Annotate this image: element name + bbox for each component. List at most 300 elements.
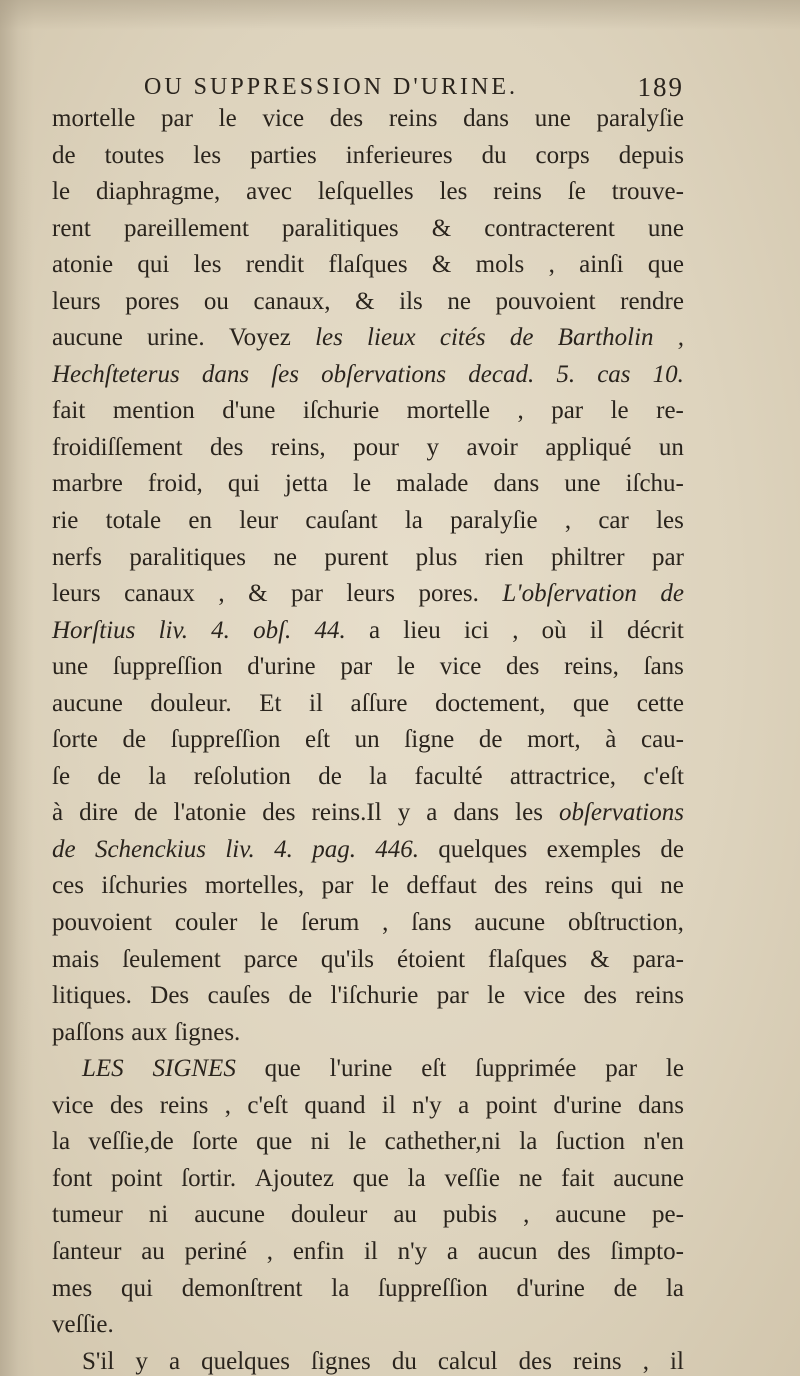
word: couler (174, 909, 238, 937)
word: reins (159, 1091, 209, 1119)
word: ſignes. (174, 1018, 241, 1046)
text-line (52, 357, 684, 394)
word: les (193, 141, 222, 169)
word: rendit (245, 251, 305, 279)
word: aucune (52, 689, 123, 717)
word: veſſie (444, 1164, 500, 1192)
word: calcul (437, 1347, 498, 1375)
word: Voyez (228, 324, 291, 352)
word: malade (396, 470, 469, 498)
word: à (52, 799, 64, 827)
word: mortelle (52, 105, 136, 132)
word: de (613, 1274, 638, 1302)
word: des (583, 982, 617, 1010)
word: pores. (418, 580, 479, 608)
italic-word: Horſtius (52, 616, 136, 644)
word: d'urine (516, 1274, 585, 1302)
word: des (329, 105, 364, 132)
word: des (210, 433, 244, 461)
word: les (656, 507, 684, 535)
word: paralyſie (596, 105, 684, 132)
italic-word: obſervations (321, 360, 447, 388)
word: nerfs (52, 543, 102, 571)
word: où (541, 616, 567, 644)
word: y (135, 1347, 148, 1375)
word: par (321, 872, 354, 900)
word: par (161, 105, 193, 132)
word: plus (415, 543, 458, 571)
word: ſanteur (52, 1237, 122, 1265)
text-line (52, 101, 684, 138)
word: parce (243, 945, 298, 973)
word: qui (121, 1274, 153, 1302)
word: les (193, 251, 222, 279)
word: pouvoient (495, 287, 596, 315)
text-line (52, 905, 684, 942)
word: mortelles, (204, 872, 305, 900)
text-line (52, 868, 684, 905)
word: faculté (414, 762, 483, 790)
italic-word: les (315, 324, 343, 352)
word: leurs (52, 287, 101, 315)
word: un (658, 433, 684, 461)
word: du (391, 1347, 417, 1375)
page-number: 189 (637, 72, 684, 102)
word: trouve- (611, 178, 684, 206)
italic-word: Schenckius (94, 835, 207, 863)
word: , (548, 251, 555, 279)
word: fait (52, 397, 86, 425)
word: il (381, 1091, 396, 1119)
body-text (52, 101, 684, 1376)
word: ni (148, 1201, 169, 1229)
word: vice (262, 105, 305, 132)
word: & (431, 251, 452, 279)
word: l'atonie (173, 799, 247, 827)
word: la (148, 762, 167, 790)
word: ces (52, 872, 84, 900)
word: cauſant (305, 507, 378, 535)
italic-word: 5. (556, 360, 576, 388)
text-line (52, 1234, 684, 1271)
word: iſchurie (302, 397, 380, 425)
word: paralyſie (450, 507, 538, 535)
text-line (52, 978, 684, 1015)
word: aucune (474, 909, 546, 937)
word: un (354, 726, 380, 754)
word: S'il (82, 1347, 115, 1375)
word: ne (660, 872, 684, 900)
text-line (52, 1088, 684, 1125)
word: n'y (397, 1237, 428, 1265)
word: lieu (403, 616, 441, 644)
word: leſquelles (317, 178, 414, 206)
word: & (590, 945, 610, 973)
word: par (605, 1055, 638, 1083)
word: ſorte (192, 1128, 238, 1156)
word: de (122, 726, 147, 754)
word: a (426, 799, 438, 827)
word: a (446, 1237, 459, 1265)
word: une (564, 470, 601, 498)
word: ni (310, 1128, 331, 1156)
word: reins (635, 982, 684, 1010)
word: au (141, 1237, 165, 1265)
word: de (134, 799, 158, 827)
word: canaux, (253, 287, 331, 315)
word: canaux (124, 580, 195, 608)
word: par (290, 580, 323, 608)
word: ſortir. (181, 1164, 237, 1192)
word: que (573, 689, 610, 717)
word: rendre (620, 287, 684, 315)
word: ne (518, 1164, 543, 1192)
word: la (369, 762, 388, 790)
word: y (397, 799, 411, 827)
word: la (404, 507, 423, 535)
word: paſſons (52, 1018, 125, 1046)
word: il (589, 616, 604, 644)
word: vice (523, 982, 566, 1010)
word: de (97, 762, 121, 790)
word: rien (484, 543, 524, 571)
italic-word: Bartholin (557, 324, 654, 352)
word: reins, (564, 653, 619, 681)
word: doctement, (435, 689, 546, 717)
word: leurs (346, 580, 395, 608)
word: c'eſt (643, 762, 684, 790)
text-line (52, 393, 684, 430)
word: n'y (412, 1091, 442, 1119)
word: ici (463, 616, 489, 644)
word: les (439, 178, 468, 206)
word: par (436, 982, 469, 1010)
word: mortelle (406, 397, 490, 425)
word: reins, (270, 433, 326, 461)
word: pubis (442, 1201, 498, 1229)
word: le (353, 470, 372, 498)
word: demonſtrent (181, 1274, 303, 1302)
word: , (512, 616, 519, 644)
text-line (52, 247, 684, 284)
word: ſuppreſſion (170, 726, 281, 754)
word: le (348, 1128, 367, 1156)
word: ſe (567, 178, 586, 206)
word: corps (535, 141, 590, 169)
word: tumeur (52, 1201, 123, 1229)
italic-word: obſervations (558, 799, 684, 827)
word: reins.Il (311, 799, 382, 827)
italic-word: 44. (314, 616, 346, 644)
word: litiques. (52, 982, 132, 1010)
word: reins (573, 1347, 622, 1375)
text-line (52, 649, 684, 686)
word: contracterent (484, 214, 615, 242)
text-line (52, 613, 684, 650)
italic-word: decad. (468, 360, 535, 388)
word: , (523, 1201, 530, 1229)
word: le (487, 982, 506, 1010)
word: flaſques (328, 251, 408, 279)
text-line (52, 722, 684, 759)
word: philtrer (551, 543, 625, 571)
italic-word: L'obſervation (502, 580, 637, 608)
word: ſignes (311, 1347, 371, 1375)
word: aucune (194, 1201, 266, 1229)
word: re- (656, 397, 684, 425)
word: du (481, 141, 507, 169)
italic-word: de (52, 835, 76, 863)
word: ainſi (579, 251, 624, 279)
word: pouvoient (52, 909, 152, 937)
italic-word: 4. (274, 835, 293, 863)
text-line (52, 1307, 684, 1344)
word: reins (493, 178, 542, 206)
word: y (426, 433, 439, 461)
word: à (605, 726, 617, 754)
word: cathether,ni (384, 1128, 501, 1156)
word: a (168, 1347, 181, 1375)
text-line (52, 576, 684, 613)
word: enfin (292, 1237, 345, 1265)
word: Des (150, 982, 190, 1010)
text-line (52, 320, 684, 357)
word: ſuppreſſion (378, 1274, 488, 1302)
word: , (517, 397, 524, 425)
italic-word: SIGNES (152, 1055, 236, 1083)
word: cau- (640, 726, 684, 754)
word: que (647, 251, 684, 279)
word: reins (544, 872, 594, 900)
word: a (458, 1091, 470, 1119)
text-line (52, 1015, 684, 1052)
word: Ajoutez (254, 1164, 334, 1192)
word: reins (388, 105, 438, 132)
word: en (188, 507, 213, 535)
word: ſigne (404, 726, 455, 754)
word: de (318, 762, 342, 790)
italic-word: pag. (312, 835, 356, 863)
word: pareillement (123, 214, 249, 242)
word: , (642, 1347, 649, 1375)
word: , (382, 909, 389, 937)
text-line (52, 430, 684, 467)
word: froidiſſement (52, 433, 183, 461)
word: il (670, 1347, 684, 1375)
word: ſuppreſſion (112, 653, 223, 681)
word: des (506, 653, 540, 681)
word: qui (227, 470, 260, 498)
word: c'eſt (247, 1091, 288, 1119)
word: Et (259, 689, 282, 717)
word: & (248, 580, 268, 608)
word: leurs (52, 580, 101, 608)
word: fait (561, 1164, 595, 1192)
word: au (393, 1201, 417, 1229)
word: cette (636, 689, 684, 717)
italic-word: Hechſteterus (52, 360, 180, 388)
italic-word: cas (597, 360, 631, 388)
word: iſchu- (625, 470, 684, 498)
word: dire (79, 799, 118, 827)
word: par (551, 397, 584, 425)
word: quelques (438, 835, 528, 863)
word: le (396, 653, 415, 681)
word: atonie (52, 251, 114, 279)
word: pores (125, 287, 180, 315)
word: parties (250, 141, 317, 169)
word: avoir (466, 433, 518, 461)
word: & (355, 287, 375, 315)
italic-word: 446. (375, 835, 420, 863)
word: par (652, 543, 684, 571)
word: attractrice, (509, 762, 617, 790)
italic-word: 4. (211, 616, 230, 644)
word: aucune (613, 1164, 684, 1192)
word: depuis (618, 141, 684, 169)
word: point (111, 1164, 163, 1192)
word: marbre (52, 470, 123, 498)
word: de (478, 726, 503, 754)
italic-word: de (509, 324, 534, 352)
word: eſt (421, 1055, 447, 1083)
word: ou (203, 287, 229, 315)
italic-word: cités (439, 324, 486, 352)
word: le (610, 397, 629, 425)
text-line (52, 686, 684, 723)
word: ils (399, 287, 423, 315)
word: de (288, 982, 313, 1010)
word: d'urine (553, 1091, 622, 1119)
word: dans (638, 1091, 684, 1119)
text-line (52, 138, 684, 175)
word: la (407, 1164, 426, 1192)
text-line (52, 1124, 684, 1161)
word: dans (493, 470, 540, 498)
word: ne (273, 543, 298, 571)
italic-word: de (660, 580, 684, 608)
word: avec (246, 178, 292, 206)
word: urine. (147, 324, 205, 352)
word: qu'ils (320, 945, 374, 973)
word: flaſques (488, 945, 568, 973)
word: mes (52, 1274, 93, 1302)
word: des (110, 1091, 144, 1119)
word: aucune (52, 324, 123, 352)
word: obſtruction, (567, 909, 684, 937)
word: des (262, 799, 296, 827)
word: car (598, 507, 629, 535)
text-line (52, 832, 684, 869)
text-line (52, 1197, 684, 1234)
word: mols (475, 251, 525, 279)
word: aux (131, 1018, 168, 1046)
word: eſt (305, 726, 331, 754)
running-head-title: OU SUPPRESSION D'URINE. (144, 74, 519, 100)
word: des (518, 1347, 552, 1375)
word: ſe (52, 762, 71, 790)
word: cauſes (207, 982, 271, 1010)
word: vice (439, 653, 482, 681)
word: point (485, 1091, 537, 1119)
text-line (52, 174, 684, 211)
word: font (52, 1164, 93, 1192)
text-line (52, 1051, 684, 1088)
word: aucun (477, 1237, 538, 1265)
word: pour (353, 433, 399, 461)
top-edge-shadow (0, 0, 800, 30)
word: jetta (284, 470, 328, 498)
italic-word: obſ. (253, 616, 292, 644)
word: totale (105, 507, 162, 535)
word: rie (52, 507, 79, 535)
word: rent (52, 214, 91, 242)
word: des (557, 1237, 591, 1265)
word: quelques (201, 1347, 290, 1375)
word: deffaut (406, 872, 477, 900)
word: exemples (546, 835, 642, 863)
word: douleur (290, 1201, 368, 1229)
word: mort, (527, 726, 581, 754)
italic-word: liv. (158, 616, 188, 644)
word: inferieures (345, 141, 453, 169)
word: ſupprimée (475, 1055, 577, 1083)
word: de (52, 141, 76, 169)
word: periné (184, 1237, 248, 1265)
word: froid, (147, 470, 203, 498)
text-line (52, 1271, 684, 1308)
word: leur (239, 507, 279, 535)
italic-word: dans (201, 360, 250, 388)
word: n'en (643, 1128, 684, 1156)
word: la (519, 1128, 538, 1156)
word: vice (52, 1091, 94, 1119)
word: paralitiques (282, 214, 399, 242)
word: purent (324, 543, 389, 571)
word: veſſie. (52, 1311, 114, 1339)
word: & (431, 214, 452, 242)
word: les (515, 799, 543, 827)
word: des (494, 872, 528, 900)
binding-shadow (0, 0, 34, 1376)
word: pe- (652, 1201, 684, 1229)
word: reſolution (193, 762, 291, 790)
text-line (52, 503, 684, 540)
word: le (260, 909, 279, 937)
word: , (564, 507, 572, 535)
word: qui (610, 872, 643, 900)
word: le (370, 872, 389, 900)
word: une (534, 105, 571, 132)
word: une (52, 653, 89, 681)
italic-word: , (677, 324, 684, 352)
word: aucune (555, 1201, 627, 1229)
text-line (52, 1344, 684, 1376)
word: il (363, 1237, 378, 1265)
italic-word: ſes (271, 360, 299, 388)
word: d'une (222, 397, 276, 425)
word: la (665, 1274, 684, 1302)
word: ſorte (52, 726, 98, 754)
word: , (224, 1091, 231, 1119)
word: le (52, 178, 71, 206)
word: étoient (396, 945, 466, 973)
word: une (647, 214, 684, 242)
word: par (340, 653, 373, 681)
word: a (368, 616, 381, 644)
word: ſerum (301, 909, 360, 937)
text-line (52, 211, 684, 248)
